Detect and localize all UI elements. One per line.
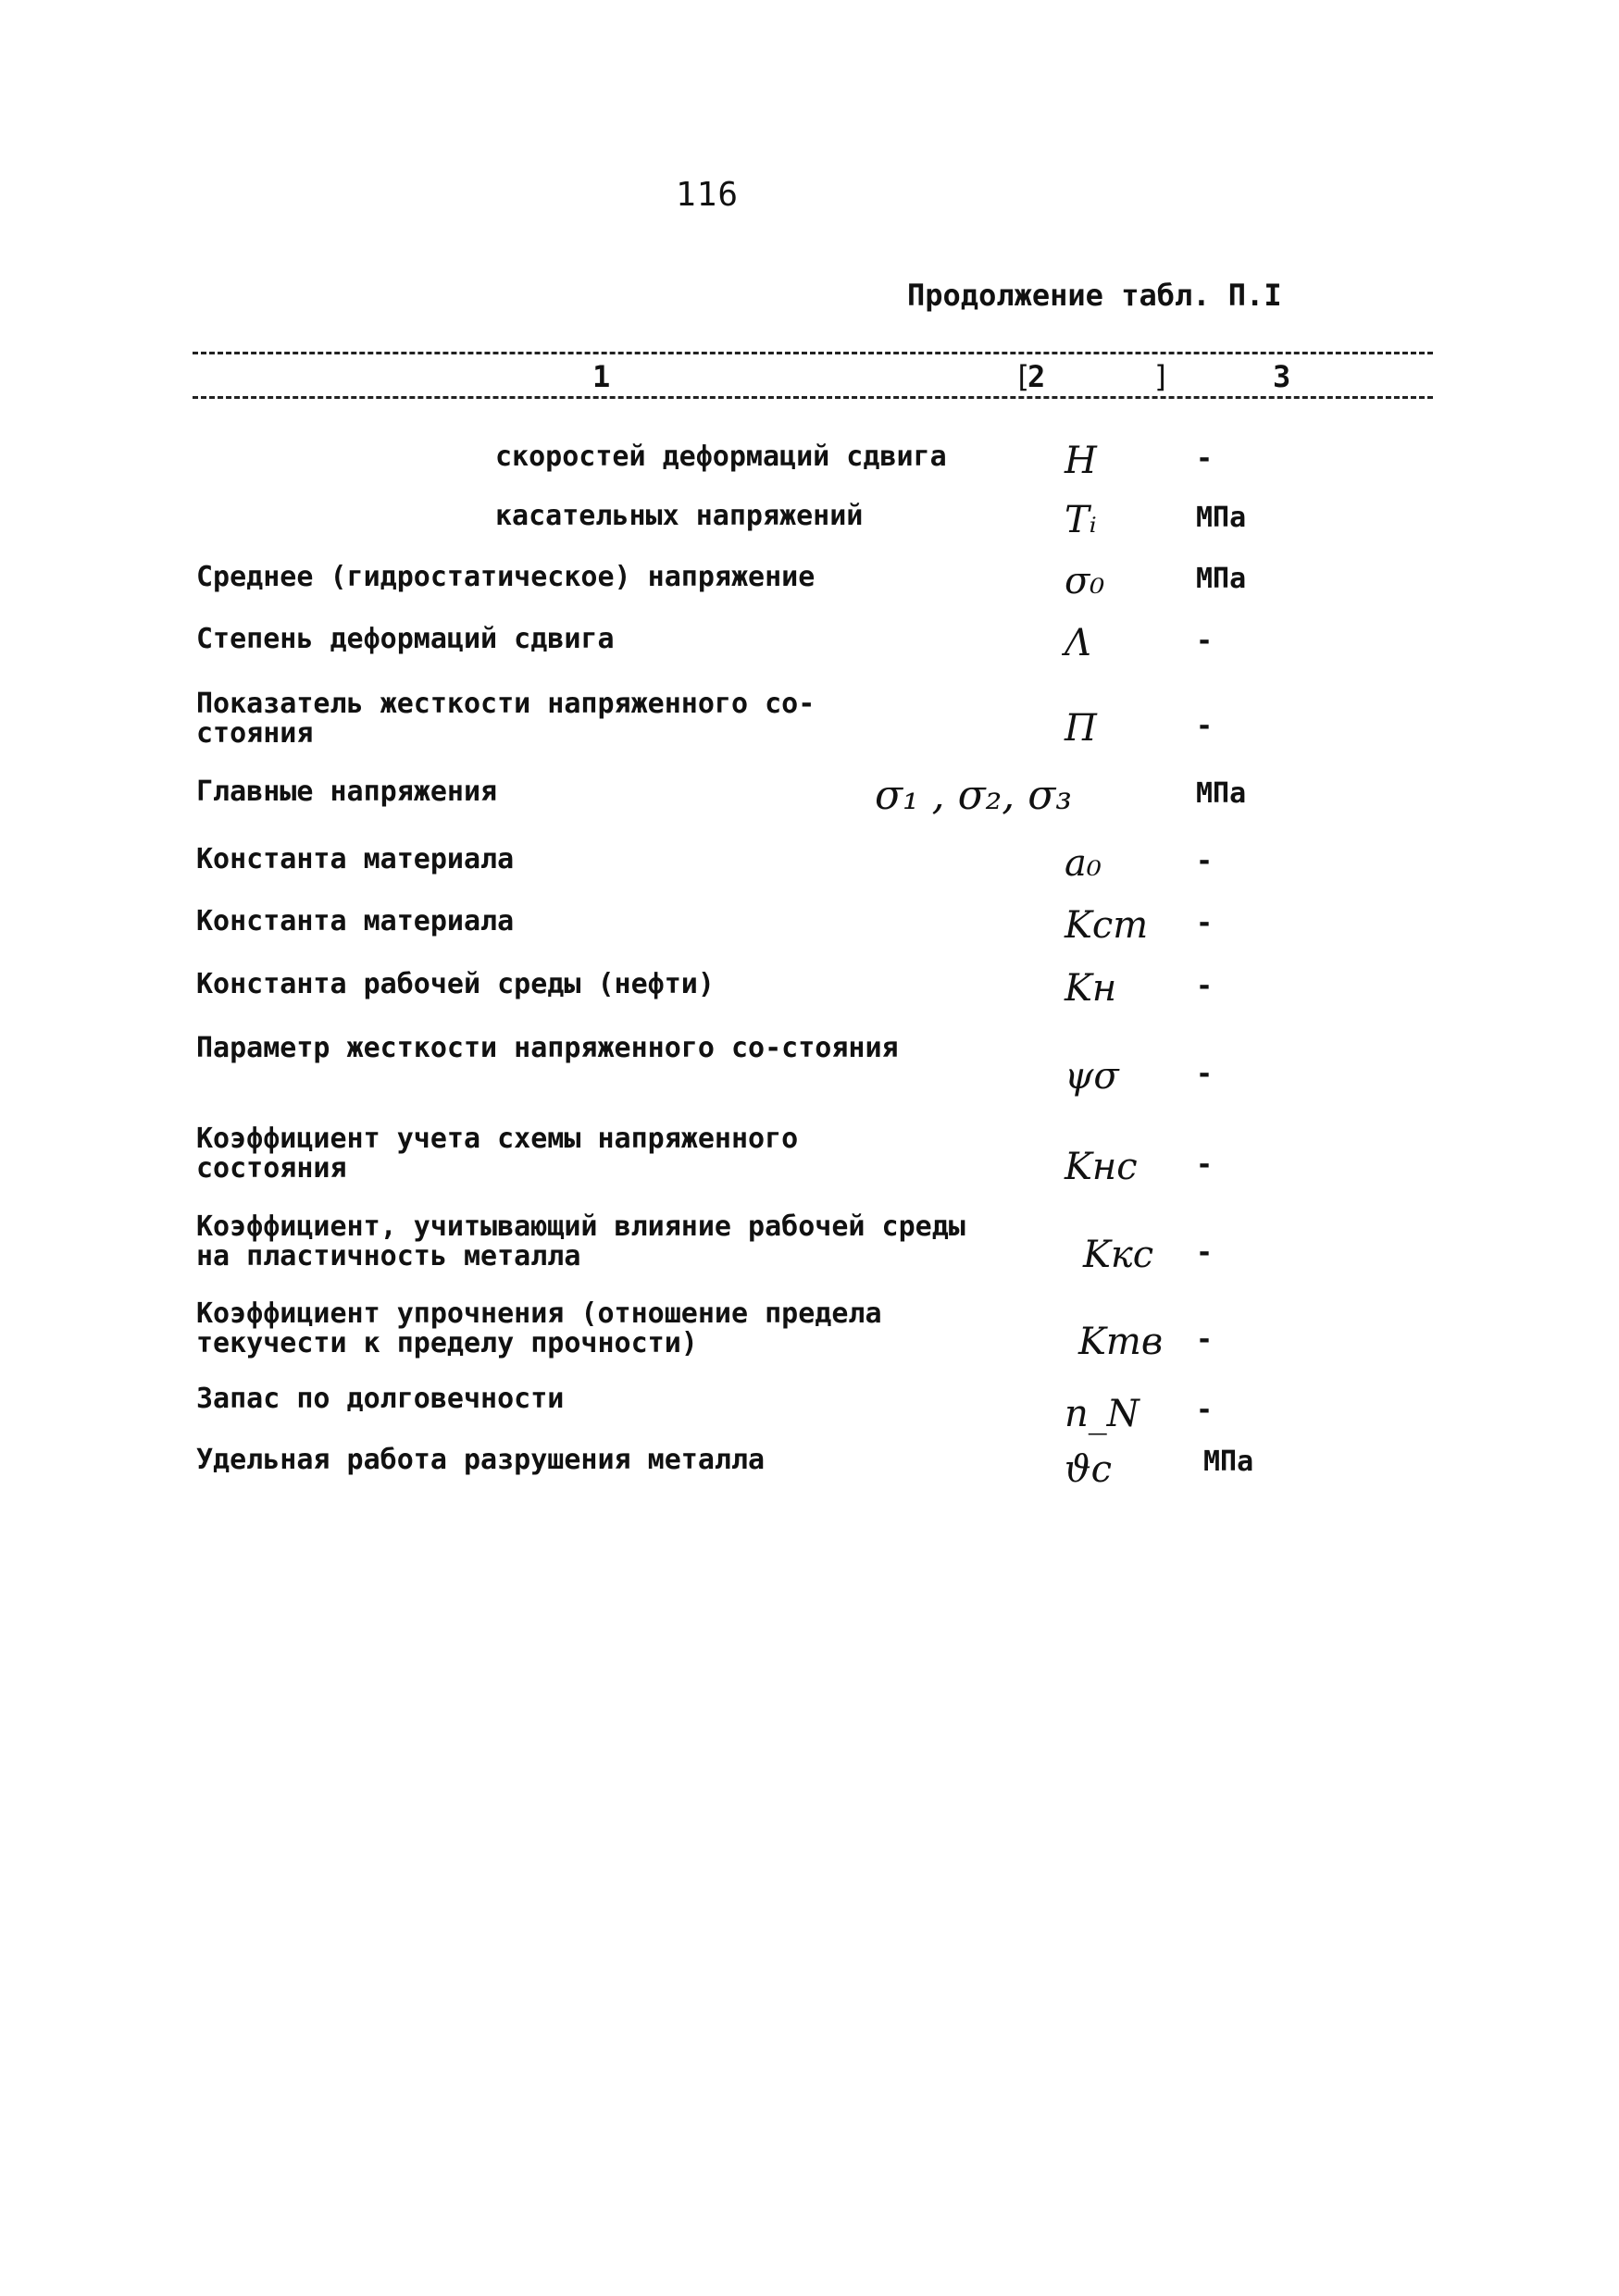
row-unit: - bbox=[1196, 625, 1214, 657]
row-description: скоростей деформаций сдвига bbox=[495, 441, 947, 473]
row-unit: - bbox=[1196, 1148, 1214, 1181]
column-header-1: 1 bbox=[592, 359, 611, 394]
row-unit: - bbox=[1196, 1394, 1214, 1426]
row-symbol: Kтв bbox=[1078, 1321, 1164, 1363]
row-symbol: Kн bbox=[1065, 967, 1117, 1010]
row-symbol: a₀ bbox=[1065, 842, 1102, 885]
row-description: Запас по долговечности bbox=[196, 1383, 565, 1415]
row-unit: - bbox=[1196, 442, 1214, 475]
row-description: Среднее (гидростатическое) напряжение bbox=[196, 561, 816, 593]
row-symbol: ψσ bbox=[1065, 1055, 1119, 1098]
page-number: 116 bbox=[676, 176, 740, 214]
row-description: Константа рабочей среды (нефти) bbox=[196, 968, 715, 1000]
row-description: Главные напряжения bbox=[196, 776, 498, 808]
row-unit: МПа bbox=[1196, 502, 1247, 534]
row-unit: - bbox=[1196, 845, 1214, 877]
row-description: Коэффициент учета схемы напряженного состояния bbox=[196, 1123, 799, 1185]
column-header-3: 3 bbox=[1273, 359, 1291, 394]
row-symbol: П bbox=[1065, 707, 1097, 750]
row-symbol: Tᵢ bbox=[1065, 499, 1097, 541]
row-description: Константа материала bbox=[196, 905, 515, 937]
row-description: Удельная работа разрушения металла bbox=[196, 1444, 766, 1476]
column-separator: ] bbox=[1152, 359, 1171, 394]
table-header-top-rule bbox=[193, 352, 1433, 354]
table-header-bottom-rule bbox=[193, 396, 1433, 399]
row-description: Константа материала bbox=[196, 843, 515, 875]
row-symbol: n_N bbox=[1065, 1393, 1140, 1435]
row-description: Параметр жесткости напряженного со-стояния bbox=[196, 1032, 899, 1064]
row-symbol: ϑc bbox=[1065, 1448, 1112, 1491]
row-symbol: Kст bbox=[1065, 904, 1149, 947]
row-symbol: Н bbox=[1065, 440, 1097, 482]
row-description: Коэффициент, учитывающий влияние рабочей среды на пластичность металла bbox=[196, 1210, 965, 1272]
row-unit: - bbox=[1196, 1058, 1214, 1090]
table-caption: Продолжение табл. П.I bbox=[907, 278, 1282, 313]
row-description: Степень деформаций сдвига bbox=[196, 623, 615, 655]
row-unit: МПа bbox=[1196, 563, 1247, 595]
row-symbol: Kкс bbox=[1083, 1234, 1154, 1276]
row-unit: МПа bbox=[1196, 777, 1247, 810]
row-unit: - bbox=[1196, 710, 1214, 742]
row-symbol: σ₀ bbox=[1065, 560, 1105, 602]
row-description: касательных напряжений bbox=[495, 500, 864, 532]
row-unit: - bbox=[1196, 1323, 1214, 1356]
column-header-2: 2 bbox=[1027, 359, 1046, 394]
row-symbol: Λ bbox=[1065, 622, 1091, 664]
row-unit: - bbox=[1196, 1236, 1214, 1269]
column-separator: [ bbox=[1014, 359, 1032, 394]
row-description: Показатель жесткости напряженного со-стояния bbox=[196, 688, 816, 750]
row-unit: - bbox=[1196, 907, 1214, 939]
row-symbol: σ₁ , σ₂, σ₃ bbox=[875, 772, 1072, 819]
row-symbol: Kнс bbox=[1065, 1146, 1138, 1188]
row-unit: - bbox=[1196, 970, 1214, 1002]
row-description: Коэффициент упрочнения (отношение предела текучести к пределу прочности) bbox=[196, 1297, 882, 1359]
row-unit: МПа bbox=[1203, 1446, 1254, 1478]
